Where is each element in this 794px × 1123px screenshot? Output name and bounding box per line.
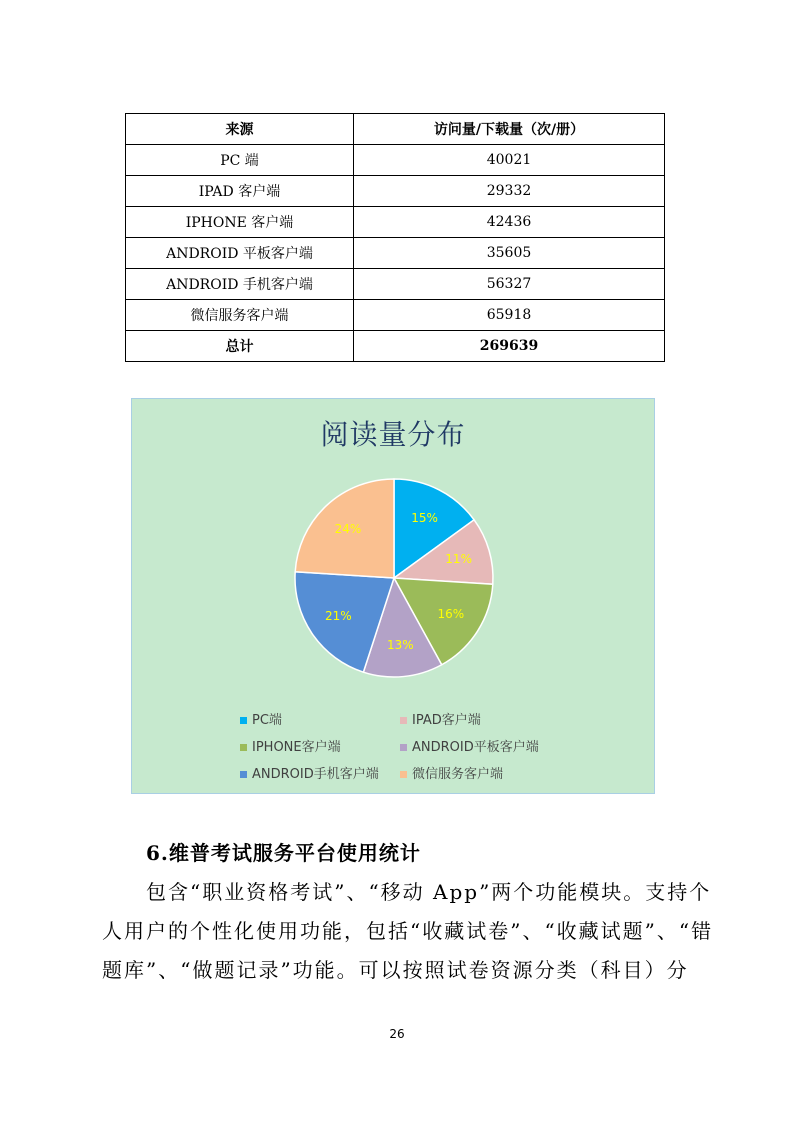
table-row	[126, 300, 665, 331]
table-row	[126, 145, 665, 176]
table-row	[126, 269, 665, 300]
legend-item	[240, 709, 282, 728]
header-source: 来源	[126, 114, 354, 145]
row-source: IPAD 客户端	[126, 176, 354, 207]
pie-chart-plot	[132, 399, 654, 793]
table-row	[126, 207, 665, 238]
legend-swatch	[400, 771, 407, 778]
row-value: 40021	[354, 145, 665, 176]
legend-item	[240, 736, 341, 755]
paragraph-line: 人用户的个性化使用功能，包括“收藏试卷”、“收藏试题”、“错	[102, 919, 714, 943]
row-source: ANDROID 手机客户端	[126, 269, 354, 300]
legend-item	[400, 709, 481, 728]
total-value: 269639	[354, 331, 665, 362]
chart-title: 阅读量分布	[320, 418, 466, 451]
legend-label: 微信服务客户端	[412, 767, 504, 782]
legend-swatch	[240, 771, 247, 778]
table-row	[126, 238, 665, 269]
row-source: 微信服务客户端	[126, 300, 354, 331]
legend-label: PC端	[252, 713, 282, 728]
pie-data-label: 13%	[386, 638, 414, 653]
legend-item	[240, 763, 379, 782]
header-visits: 访问量/下载量（次/册）	[354, 114, 665, 145]
legend-swatch	[240, 744, 247, 751]
row-value: 56327	[354, 269, 665, 300]
section-heading: 6.维普考试服务平台使用统计	[146, 841, 421, 865]
row-value: 65918	[354, 300, 665, 331]
row-value: 29332	[354, 176, 665, 207]
total-label: 总计	[126, 331, 354, 362]
legend-label: ANDROID平板客户端	[412, 740, 539, 755]
pie-data-label: 15%	[411, 511, 438, 526]
legend-label: IPAD客户端	[412, 713, 481, 728]
pie-chart	[131, 398, 655, 794]
row-value: 35605	[354, 238, 665, 269]
legend-swatch	[400, 717, 407, 724]
page-number: 26	[389, 1027, 405, 1041]
pie-data-label: 24%	[334, 521, 362, 536]
table-row	[126, 176, 665, 207]
row-source: IPHONE 客户端	[126, 207, 354, 238]
legend-item	[400, 763, 503, 782]
table-header-row	[126, 114, 665, 145]
legend-swatch	[400, 744, 407, 751]
paragraph-line: 题库”、“做题记录”功能。可以按照试卷资源分类（科目）分	[102, 958, 689, 982]
pie-data-label: 21%	[324, 608, 352, 623]
reading-stats-table	[125, 113, 665, 362]
legend-label: ANDROID手机客户端	[252, 767, 379, 782]
legend-swatch	[240, 717, 247, 724]
row-value: 42436	[354, 207, 665, 238]
pie-data-label: 16%	[437, 607, 465, 622]
paragraph-line: 包含“职业资格考试”、“移动 App”两个功能模块。支持个	[146, 880, 712, 904]
legend-item	[400, 736, 539, 755]
row-source: ANDROID 平板客户端	[126, 238, 354, 269]
table-total-row	[126, 331, 665, 362]
pie-data-label: 11%	[445, 552, 472, 567]
row-source: PC 端	[126, 145, 354, 176]
legend-label: IPHONE客户端	[252, 740, 341, 755]
